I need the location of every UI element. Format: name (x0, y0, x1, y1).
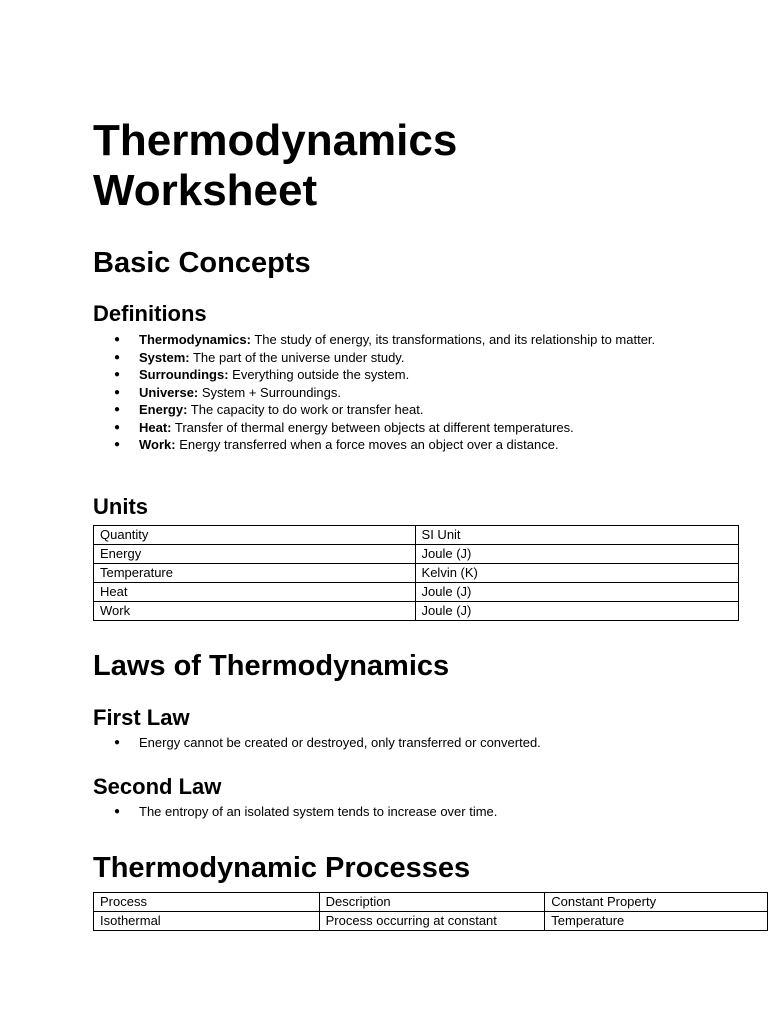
definition-item (93, 331, 683, 349)
table-row (94, 602, 739, 621)
table-cell: Joule (J) (415, 545, 738, 564)
table-cell: Isothermal (94, 912, 320, 931)
table-header-cell: Process (94, 893, 320, 912)
first-law-list (93, 734, 683, 752)
table-cell: Joule (J) (415, 602, 738, 621)
table-cell: Process occurring at constant (319, 912, 545, 931)
table-row (94, 564, 739, 583)
definition-text: The study of energy, its transformations, and its relationship to matter. (250, 332, 656, 347)
definition-item (93, 384, 683, 402)
heading-definitions: Definitions (93, 301, 207, 326)
definition-text: System + Surroundings. (198, 384, 341, 400)
heading-units: Units (93, 494, 148, 519)
units-table (93, 525, 739, 621)
table-row (94, 545, 739, 564)
table-row (94, 912, 768, 931)
heading-processes: Thermodynamic Processes (93, 852, 471, 884)
table-cell: Temperature (545, 912, 768, 931)
definition-term: Surroundings: (139, 367, 229, 382)
second-law-list (93, 803, 683, 821)
definition-text: The capacity to do work or transfer heat. (187, 402, 424, 417)
definition-item (93, 401, 683, 419)
document-title (93, 116, 457, 216)
title-line-1: Thermodynamics (93, 116, 458, 165)
table-header-cell: Description (319, 893, 545, 912)
table-header-cell: Quantity (94, 526, 416, 545)
heading-first-law: First Law (93, 705, 190, 730)
list-item: ● Energy cannot be created or destroyed, only transferred or converted. (93, 734, 683, 752)
definition-text: Transfer of thermal energy between objects at different temperatures. (171, 419, 574, 435)
definitions-list (93, 331, 683, 454)
definition-item (93, 436, 683, 454)
table-header-row (94, 893, 768, 912)
table-header-row (94, 526, 739, 545)
table-cell: Kelvin (K) (415, 564, 738, 583)
definition-text: Everything outside the system. (228, 367, 410, 382)
table-cell: Temperature (94, 564, 416, 583)
definition-term: Heat: (139, 419, 172, 435)
heading-second-law: Second Law (93, 774, 222, 799)
heading-basic-concepts: Basic Concepts (93, 247, 311, 279)
definition-term: System: (139, 349, 190, 365)
list-item: ● The entropy of an isolated system tends to increase over time. (93, 803, 683, 821)
processes-table (93, 892, 768, 931)
title-line-2: Worksheet (93, 166, 318, 215)
definition-term: Energy: (139, 402, 188, 417)
definition-text: The part of the universe under study. (189, 349, 405, 365)
definition-item (93, 349, 683, 367)
table-row (94, 583, 739, 602)
table-cell: Heat (94, 583, 416, 602)
definition-term: Universe: (139, 384, 199, 400)
definition-text: Energy transferred when a force moves an object over a distance. (175, 437, 559, 452)
heading-laws: Laws of Thermodynamics (93, 650, 450, 682)
table-cell: Energy (94, 545, 416, 564)
table-header-cell: SI Unit (415, 526, 738, 545)
definition-item (93, 366, 683, 384)
definition-term: Work: (139, 437, 176, 452)
definition-item (93, 419, 683, 437)
definition-term: Thermodynamics: (139, 332, 251, 347)
table-cell: Joule (J) (415, 583, 738, 602)
table-header-cell: Constant Property (545, 893, 768, 912)
table-cell: Work (94, 602, 416, 621)
